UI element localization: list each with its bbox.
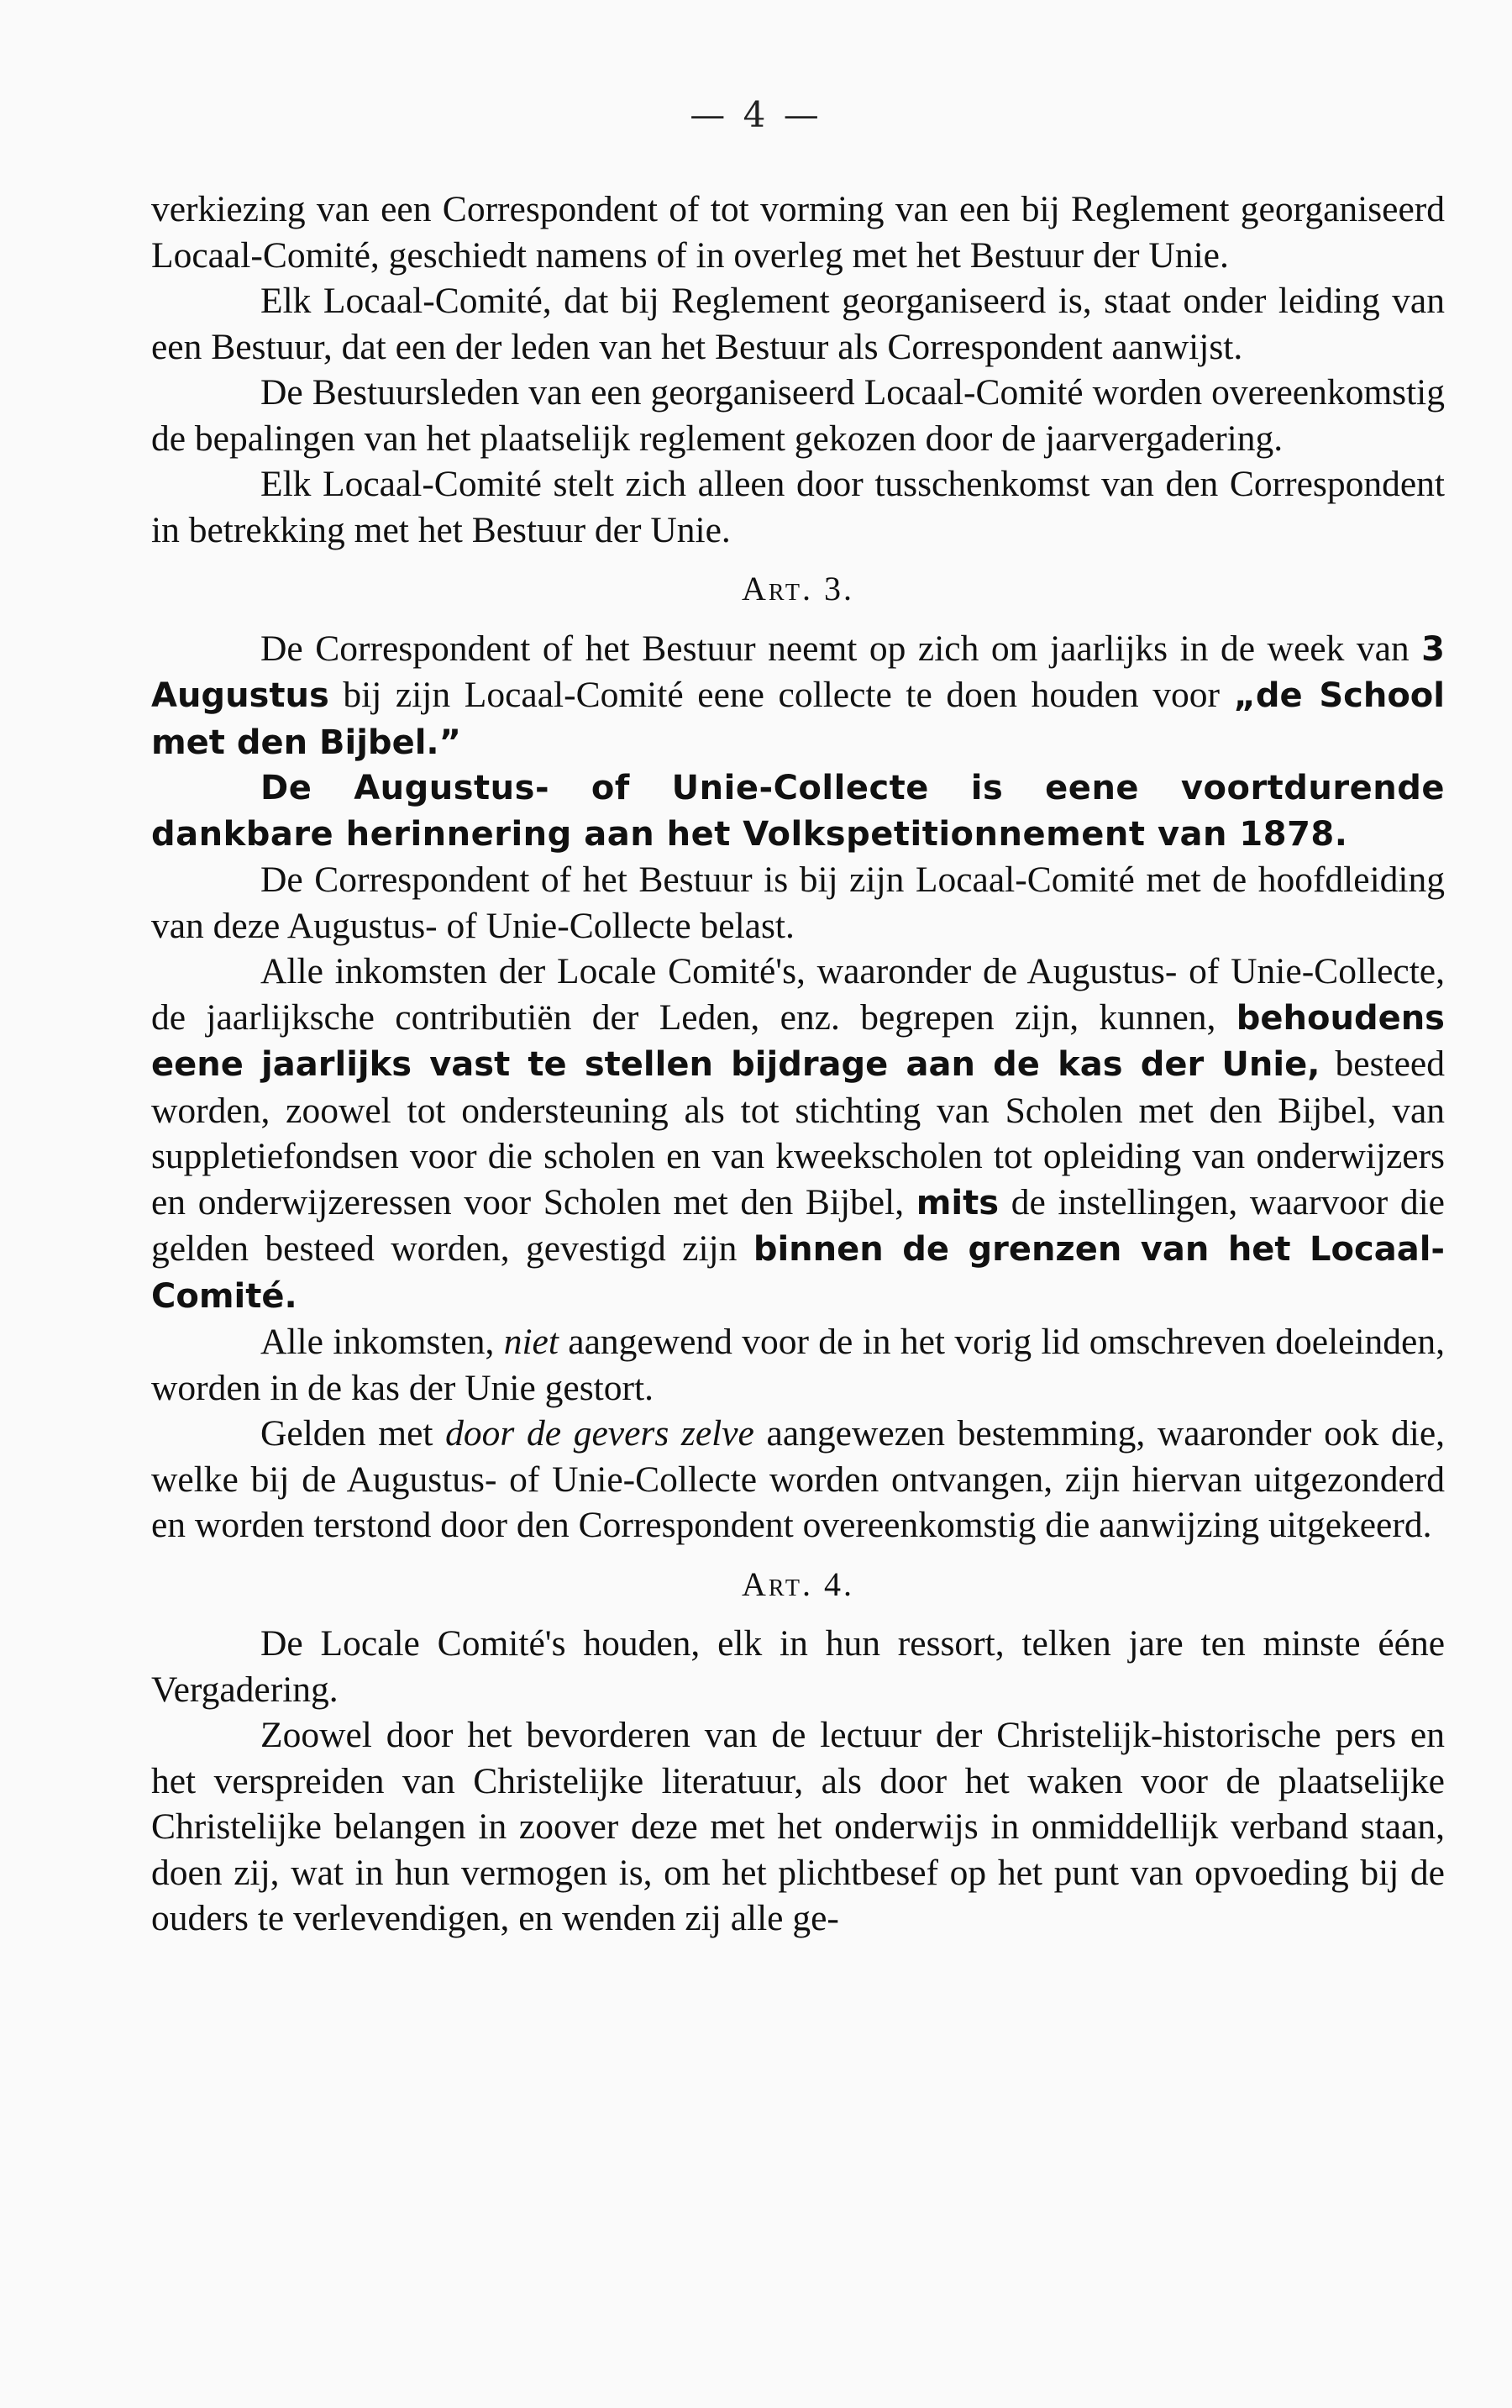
bold-text: binnen de grenzen van het Locaal-Comité. [151, 1230, 1445, 1316]
art4-paragraph-2: Zoowel door het bevorderen van de lectuur der Christelijk-historische pers en het verspreiden van Christelijke literatuur, als door het waken voor de plaatselijke Christelijke belangen in zoover deze met het onderwijs in onmiddellijk verband staan, doen zij, wat in hun vermogen is, om het plichtbesef op het punt van opvoeding bij de ouders te verlevendigen, en wenden zij alle ge- [151, 1715, 1445, 1938]
bold-text: behoudens eene jaarlijks vast te stellen bijdrage aan de kas der Unie, [151, 998, 1445, 1084]
text-run: besteed worden, zoowel tot ondersteuning als tot stichting van Scholen met den Bijbel, van suppletiefondsen voor die scholen en van kweekscholen tot opleiding van onderwijzers en onderwijzeressen voor Scholen met den Bijbel, [151, 1044, 1445, 1222]
art3-paragraph-1 [151, 626, 1445, 766]
paragraph: Elk Locaal-Comité stelt zich alleen door tusschenkomst van den Correspondent in betrekking met het Bestuur der Unie. [151, 464, 1445, 550]
page-number: — 4 — [690, 94, 822, 135]
art3-paragraph-5 [151, 1319, 1445, 1411]
paragraph-continuation: verkiezing van een Correspondent of tot vorming van een bij Reglement georganiseerd Locaal-Comité, geschiedt namens of in overleg met het Bestuur der Unie. [151, 189, 1445, 276]
italic-text: door de gevers zelve [445, 1413, 754, 1454]
text-run: De Correspondent of het Bestuur neemt op zich om jaarlijks in de week van [260, 628, 1422, 669]
text-run: de instellingen, waarvoor die gelden besteed worden, gevestigd zijn [151, 1181, 1445, 1269]
italic-text: niet [503, 1322, 559, 1362]
text-run: bij zijn Locaal-Comité eene collecte te doen houden voor [328, 675, 1234, 715]
text-run: Alle inkomsten, [260, 1322, 504, 1362]
paragraph: Elk Locaal-Comité, dat bij Reglement georganiseerd is, staat onder leiding van een Bestuur, dat een der leden van het Bestuur als Correspondent aanwijst. [151, 281, 1445, 367]
art3-paragraph-4 [151, 949, 1445, 1319]
art3-paragraph-2: De Augustus- of Unie-Collecte is eene voortdurende dankbare herinnering aan het Volkspetitionnement van 1878. [151, 769, 1445, 854]
text-run: aangewezen bestemming, waaronder ook die, welke bij de Augustus- of Unie-Collecte worden ontvangen, zijn hiervan uitgezonderd en worden terstond door den Correspondent overeenkomstig die aanwijzing uitgekeerd. [151, 1413, 1446, 1545]
page-body [151, 187, 1445, 1942]
text-run: Alle inkomsten der Locale Comité's, waaronder de Augustus- of Unie-Collecte, de jaarlijksche contributiën der Leden, enz. begrepen zijn, kunnen, [151, 951, 1445, 1038]
text-run: aangewend voor de in het vorig lid omschreven doeleinden, worden in de kas der Unie gestort. [151, 1322, 1445, 1408]
bold-text: mits [916, 1183, 1000, 1222]
bold-text: 3 Augustus [151, 629, 1445, 715]
article-3-heading: Art. 3. [742, 570, 854, 607]
art3-paragraph-6 [151, 1411, 1445, 1548]
art4-paragraph-1: De Locale Comité's houden, elk in hun ressort, telken jare ten minste ééne Vergadering. [151, 1623, 1445, 1710]
art3-paragraph-3: De Correspondent of het Bestuur is bij zijn Locaal-Comité met de hoofdleiding van deze Augustus- of Unie-Collecte belast. [151, 860, 1445, 946]
text-run: Gelden met [260, 1413, 446, 1454]
article-4-heading: Art. 4. [742, 1564, 854, 1603]
bold-text: „de School met den Bijbel.” [151, 676, 1445, 762]
paragraph: De Bestuursleden van een georganiseerd Locaal-Comité worden overeenkomstig de bepalingen van het plaatselijk reglement gekozen door de jaarvergadering. [151, 372, 1445, 459]
